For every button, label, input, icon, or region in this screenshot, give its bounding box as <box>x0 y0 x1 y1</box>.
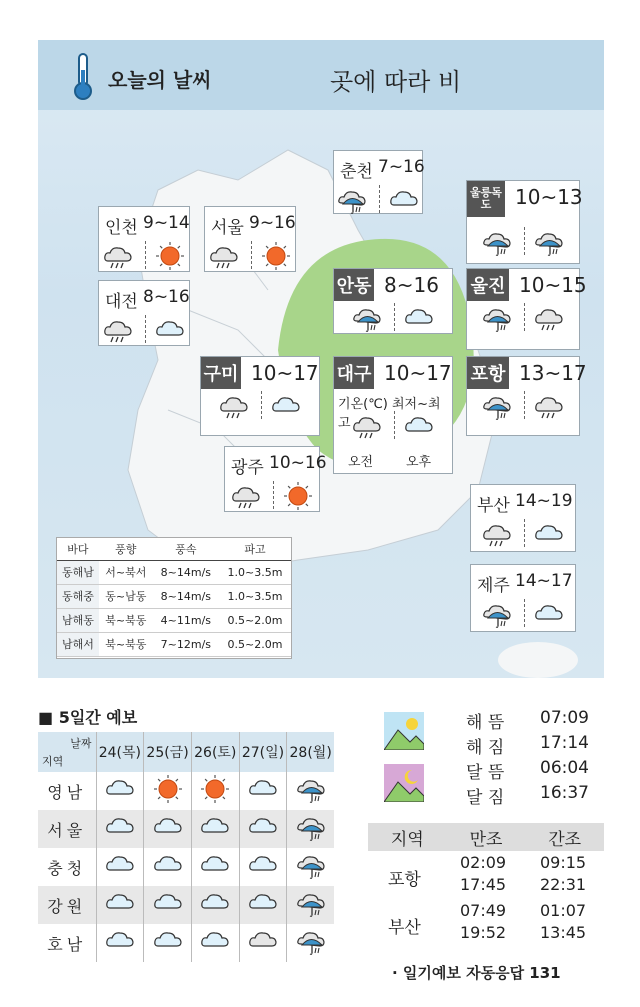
divider <box>251 241 252 269</box>
forecast-cell <box>191 886 239 924</box>
table-row <box>38 772 334 810</box>
forecast-cell <box>96 886 144 924</box>
sea-cell: 북~북동 <box>99 608 153 632</box>
day-header: 24(목) <box>96 732 144 772</box>
city-temp-range: 10~13 <box>515 185 583 209</box>
day-header: 25(금) <box>144 732 192 772</box>
cloud-icon <box>103 812 137 842</box>
sunmoon-time: 06:04 <box>540 758 589 778</box>
corner-region-label: 지역 <box>42 755 64 768</box>
city-temp-range: 14~19 <box>515 491 573 511</box>
legend-am-label: 오전 <box>348 455 374 470</box>
tide-row <box>368 851 604 899</box>
cloud-icon <box>532 519 566 549</box>
sea-header: 파고 <box>219 538 291 560</box>
header-bar <box>38 40 604 110</box>
umbrella-rain-icon <box>532 227 566 257</box>
cloud-icon <box>246 926 280 956</box>
sun-icon <box>151 774 185 804</box>
cloud-icon <box>246 888 280 918</box>
cloud-icon <box>151 850 185 880</box>
divider <box>524 227 525 255</box>
cloud-icon <box>532 599 566 629</box>
five-day-forecast <box>38 705 137 728</box>
city-name: 제주 <box>477 576 510 596</box>
city-name: 춘천 <box>340 162 373 182</box>
sea-cell: 서~북서 <box>99 560 153 584</box>
cloud-icon <box>198 812 232 842</box>
tide-table <box>368 823 604 947</box>
cloud-icon <box>103 888 137 918</box>
city-card <box>470 564 576 632</box>
tide-low: 13:45 <box>540 923 587 942</box>
forecast-cell <box>191 772 239 810</box>
umbrella-rain-icon <box>480 303 514 333</box>
umbrella-rain-icon <box>480 227 514 257</box>
city-badge: 구미 <box>201 357 241 389</box>
sun-icon <box>281 481 315 511</box>
table-row <box>38 810 334 848</box>
cloud-icon <box>246 850 280 880</box>
city-card <box>224 446 327 512</box>
forecast-region: 충청 <box>47 858 87 878</box>
cloud-icon <box>151 926 185 956</box>
sea-header: 바다 <box>57 538 99 560</box>
cloud-icon <box>246 774 280 804</box>
umbrella-rain-icon <box>294 926 328 956</box>
city-badge: 포항 <box>467 357 509 389</box>
footer-note: · 일기예보 자동응답 131 <box>392 964 561 982</box>
sunmoon-time: 07:09 <box>540 708 589 728</box>
forecast-cell <box>239 810 287 848</box>
forecast-cell <box>96 924 144 962</box>
sea-cell: 0.5~2.0m <box>219 608 291 632</box>
city-temp-range: 9~14 <box>143 213 190 233</box>
page-title: 오늘의 날씨 <box>108 68 212 92</box>
sea-cell: 1.0~3.5m <box>219 584 291 608</box>
umbrella-rain-icon <box>480 391 514 421</box>
tide-high: 02:09 <box>460 853 507 872</box>
sea-cell: 동~남동 <box>99 584 153 608</box>
cloud-icon <box>198 926 232 956</box>
forecast-cell <box>287 810 334 848</box>
city-card <box>98 206 190 272</box>
sunmoon-label: 달 뜸 <box>466 763 505 783</box>
city-temp-range: 10~16 <box>269 453 327 473</box>
cloud-rain-icon <box>207 241 241 271</box>
city-temp-range: 8~16 <box>384 273 439 297</box>
umbrella-rain-icon <box>480 599 514 629</box>
forecast-cell <box>239 886 287 924</box>
table-row <box>57 584 291 608</box>
tide-header: 간조 <box>548 829 582 850</box>
day-header: 27(일) <box>239 732 287 772</box>
forecast-cell <box>144 810 192 848</box>
forecast-cell <box>287 848 334 886</box>
city-card <box>466 180 583 264</box>
city-temp-range: 10~17 <box>384 361 452 385</box>
city-name: 광주 <box>231 458 264 478</box>
cloud-icon <box>402 303 436 333</box>
sea-cell: 8~14m/s <box>153 560 219 584</box>
city-temp-range: 14~17 <box>515 571 573 591</box>
divider <box>524 519 525 547</box>
umbrella-rain-icon <box>335 185 369 215</box>
umbrella-rain-icon <box>294 812 328 842</box>
sea-cell: 동해중 <box>57 584 99 608</box>
city-card <box>333 268 453 334</box>
city-card <box>466 356 587 436</box>
city-temp-range: 10~15 <box>519 273 587 297</box>
tide-high: 17:45 <box>460 875 507 894</box>
cloud-icon <box>103 926 137 956</box>
sunmoon-label: 해 뜸 <box>466 713 505 733</box>
city-temp-range: 9~16 <box>249 213 296 233</box>
sea-cell: 7~12m/s <box>153 632 219 656</box>
divider <box>145 241 146 269</box>
divider <box>379 185 380 213</box>
tide-low: 22:31 <box>540 875 587 894</box>
sea-cell: 4~11m/s <box>153 608 219 632</box>
tide-high: 19:52 <box>460 923 507 942</box>
page-subtitle: 곳에 따라 비 <box>330 68 462 96</box>
tide-low: 09:15 <box>540 853 587 872</box>
forecast-cell <box>96 810 144 848</box>
umbrella-rain-icon <box>350 303 384 333</box>
forecast-region: 영남 <box>47 782 87 802</box>
divider <box>394 303 395 331</box>
sunmoon-time: 17:14 <box>540 733 589 753</box>
forecast-cell <box>191 848 239 886</box>
cloud-icon <box>153 315 187 345</box>
table-row <box>57 632 291 656</box>
divider <box>273 481 274 509</box>
city-badge: 대구 <box>334 357 374 389</box>
sea-cell: 8~14m/s <box>153 584 219 608</box>
cloud-rain-icon <box>229 481 263 511</box>
day-header: 28(월) <box>287 732 334 772</box>
cloud-rain-icon <box>480 519 514 549</box>
sun-icon <box>259 241 293 271</box>
city-name: 인천 <box>105 218 138 238</box>
cloud-icon <box>246 812 280 842</box>
forecast-cell <box>191 810 239 848</box>
sea-cell: 0.5~2.0m <box>219 632 291 656</box>
umbrella-rain-icon <box>294 774 328 804</box>
city-card <box>333 356 453 474</box>
sunmoon-time: 16:37 <box>540 783 589 803</box>
sea-table <box>56 537 292 659</box>
cloud-icon <box>198 850 232 880</box>
forecast-cell <box>287 886 334 924</box>
five-day-table <box>38 732 334 962</box>
cloud-icon <box>151 888 185 918</box>
table-row <box>57 608 291 632</box>
sea-cell: 남해서 <box>57 632 99 656</box>
sunmoon-label: 해 짐 <box>466 738 505 758</box>
sun-icon <box>198 774 232 804</box>
forecast-cell <box>239 924 287 962</box>
city-temp-range: 7~16 <box>378 157 425 177</box>
sunmoon-label: 달 짐 <box>466 788 505 808</box>
city-temp-range: 8~16 <box>143 287 190 307</box>
sea-header: 풍속 <box>153 538 219 560</box>
city-card <box>470 484 576 552</box>
thermometer-icon <box>68 52 98 102</box>
divider <box>145 315 146 343</box>
cloud-icon <box>151 812 185 842</box>
forecast-cell <box>191 924 239 962</box>
tide-high: 07:49 <box>460 901 507 920</box>
cloud-rain-icon <box>217 391 251 421</box>
cloud-rain-icon <box>532 303 566 333</box>
forecast-region: 강원 <box>38 886 96 924</box>
table-row <box>38 924 334 962</box>
city-temp-range: 13~17 <box>519 361 587 385</box>
sun-icon <box>153 241 187 271</box>
sunrise-icon <box>384 712 424 750</box>
city-card <box>333 150 423 214</box>
city-badge: 울릉독도 <box>467 181 505 217</box>
forecast-cell <box>239 848 287 886</box>
forecast-cell <box>144 848 192 886</box>
forecast-cell <box>239 772 287 810</box>
day-header: 26(토) <box>191 732 239 772</box>
city-badge: 울진 <box>467 269 509 301</box>
forecast-cell <box>287 924 334 962</box>
corner-cell <box>38 732 96 772</box>
forecast-cell <box>96 772 144 810</box>
tide-low: 01:07 <box>540 901 587 920</box>
cloud-icon <box>103 850 137 880</box>
table-row <box>38 886 334 924</box>
cloud-rain-icon <box>101 241 135 271</box>
city-name: 서울 <box>211 218 244 238</box>
moonrise-icon <box>384 764 424 802</box>
forecast-region: 서울 <box>38 810 96 848</box>
cloud-icon <box>387 185 421 215</box>
sea-cell: 남해동 <box>57 608 99 632</box>
city-card <box>200 356 320 436</box>
cloud-icon <box>103 774 137 804</box>
tide-header: 만조 <box>469 829 503 850</box>
table-row <box>38 848 334 886</box>
divider <box>524 599 525 627</box>
five-day-title: ■ 5일간 예보 <box>38 708 138 727</box>
tide-region: 포항 <box>388 870 421 890</box>
divider <box>524 391 525 419</box>
sea-cell: 1.0~3.5m <box>219 560 291 584</box>
tide-header: 지역 <box>390 829 424 850</box>
corner-date-label: 날짜 <box>70 737 92 750</box>
tide-region: 부산 <box>388 918 421 938</box>
forecast-region: 호남 <box>47 934 87 954</box>
forecast-cell <box>144 886 192 924</box>
divider <box>524 303 525 331</box>
city-name: 대전 <box>105 292 138 312</box>
city-card <box>466 268 587 350</box>
cloud-rain-icon <box>532 391 566 421</box>
sea-cell: 동해남 <box>57 560 99 584</box>
sea-cell: 북~북동 <box>99 632 153 656</box>
table-row <box>57 560 291 584</box>
sea-header: 풍향 <box>99 538 153 560</box>
legend-temp-label: 기온(℃) 최저~최고 <box>338 397 441 431</box>
tide-row <box>368 899 604 947</box>
cloud-rain-icon <box>101 315 135 345</box>
divider <box>261 391 262 419</box>
forecast-cell <box>96 848 144 886</box>
cloud-icon <box>198 888 232 918</box>
weather-panel <box>38 40 604 678</box>
forecast-cell <box>144 772 192 810</box>
umbrella-rain-icon <box>294 850 328 880</box>
city-temp-range: 10~17 <box>251 361 319 385</box>
city-card <box>204 206 296 272</box>
city-card <box>98 280 190 346</box>
legend-pm-label: 오후 <box>406 455 432 470</box>
city-name: 부산 <box>477 496 510 516</box>
city-badge: 안동 <box>334 269 374 301</box>
forecast-cell <box>287 772 334 810</box>
umbrella-rain-icon <box>294 888 328 918</box>
cloud-icon <box>269 391 303 421</box>
forecast-cell <box>144 924 192 962</box>
